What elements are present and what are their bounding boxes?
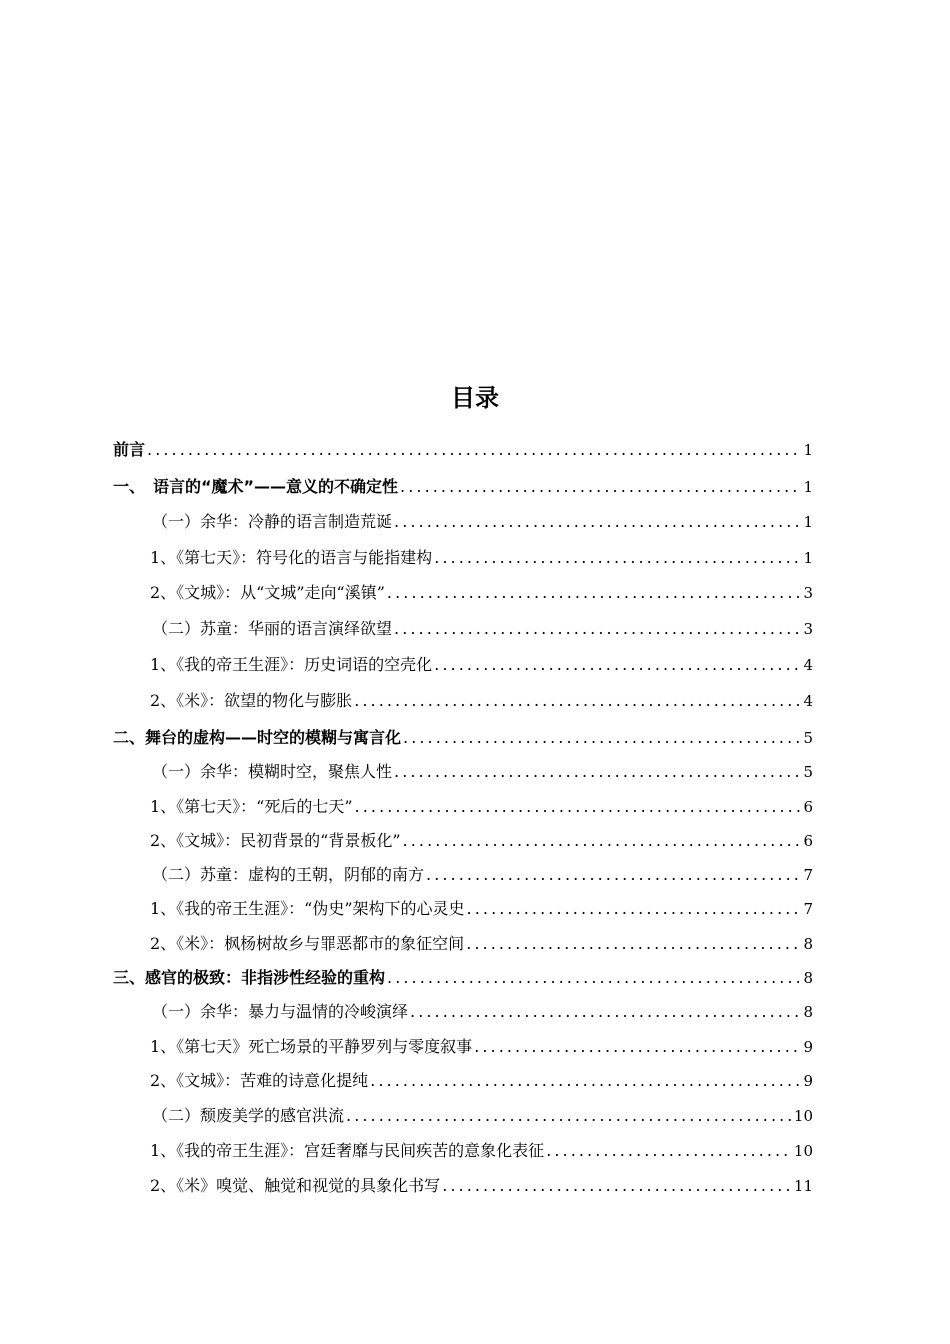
toc-entry-label: 1、《我的帝王生涯》：历史词语的空壳化 <box>150 655 433 674</box>
toc-page-number: 1 <box>803 513 813 531</box>
toc-entry-label: 前言 <box>113 440 146 459</box>
toc-entry-label: 三、感官的极致：非指涉性经验的重构 <box>113 968 386 987</box>
toc-entry[interactable] <box>152 863 813 887</box>
toc-dot-leader <box>466 932 801 956</box>
toc-entry[interactable] <box>150 1035 813 1059</box>
toc-entry[interactable] <box>150 546 813 570</box>
toc-page-number: 9 <box>803 1072 813 1090</box>
toc-dot-leader <box>434 546 801 570</box>
toc-dot-leader <box>403 726 801 750</box>
toc-dot-leader <box>354 689 801 713</box>
toc-entry-label: 2、《文城》：苦难的诗意化提纯 <box>150 1071 369 1090</box>
toc-entry[interactable] <box>152 1000 813 1024</box>
toc-entry[interactable] <box>113 966 813 990</box>
toc-entry[interactable] <box>113 726 813 750</box>
toc-entry-label: 1、《第七天》：符号化的语言与能指建构 <box>150 548 433 567</box>
toc-entry[interactable] <box>150 1069 813 1093</box>
toc-dot-leader <box>442 1174 792 1198</box>
toc-entry-label: 1、《第七天》：“死后的七天” <box>150 797 353 816</box>
toc-entry[interactable] <box>152 760 813 784</box>
toc-entry-label: （一）余华：冷静的语言制造荒诞 <box>152 512 393 531</box>
toc-page-number: 3 <box>803 584 813 602</box>
toc-dot-leader <box>474 1035 801 1059</box>
toc-page-number: 8 <box>803 969 813 987</box>
toc-dot-leader <box>434 653 801 677</box>
toc-page-number: 3 <box>803 620 813 638</box>
toc-dot-leader <box>410 1000 801 1024</box>
toc-dot-leader <box>346 1104 792 1128</box>
toc-page-number: 5 <box>803 763 813 781</box>
toc-entry[interactable] <box>150 653 813 677</box>
toc-dot-leader <box>426 863 801 887</box>
toc-entry-label: （二）苏童：虚构的王朝，阴郁的南方 <box>152 865 425 884</box>
toc-entry[interactable] <box>150 795 813 819</box>
toc-page-number: 5 <box>803 729 813 747</box>
toc-dot-leader <box>147 438 801 462</box>
toc-entry[interactable] <box>150 689 813 713</box>
toc-entry-label: 一、 语言的“魔术”——意义的不确定性 <box>113 477 399 496</box>
toc-entry-label: （一）余华：模糊时空，聚焦人性 <box>152 762 393 781</box>
toc-entry[interactable] <box>150 1139 813 1163</box>
toc-dot-leader <box>394 510 801 534</box>
toc-entry[interactable] <box>113 475 813 499</box>
toc-dot-leader <box>370 1069 801 1093</box>
toc-entry-label: 2、《文城》：从“文城”走向“溪镇” <box>150 583 385 602</box>
toc-entry[interactable] <box>150 932 813 956</box>
toc-page-number: 10 <box>793 1142 813 1160</box>
toc-entry-label: 1、《我的帝王生涯》：“伪史”架构下的心灵史 <box>150 899 465 918</box>
toc-entry-label: 1、《我的帝王生涯》：宫廷奢靡与民间疾苦的意象化表征 <box>150 1141 545 1160</box>
toc-dot-leader <box>394 617 801 641</box>
toc-entry[interactable] <box>152 510 813 534</box>
page-title: 目录 <box>451 384 499 412</box>
toc-entry[interactable] <box>150 897 813 921</box>
toc-page-number: 7 <box>803 900 813 918</box>
toc-entry-label: 1、《第七天》死亡场景的平静罗列与零度叙事 <box>150 1037 473 1056</box>
toc-page-number: 4 <box>803 692 813 710</box>
toc-page-number: 4 <box>803 656 813 674</box>
toc-dot-leader <box>546 1139 792 1163</box>
toc-entry-label: 2、《米》：欲望的物化与膨胀 <box>150 691 353 710</box>
toc-page-number: 1 <box>803 549 813 567</box>
toc-page-number: 1 <box>803 441 813 459</box>
toc-entry[interactable] <box>150 829 813 853</box>
toc-page-number: 7 <box>803 866 813 884</box>
toc-entry[interactable] <box>113 438 813 462</box>
toc-dot-leader <box>355 795 802 819</box>
toc-entry-label: 2、《文城》：民初背景的“背景板化” <box>150 831 401 850</box>
toc-entry[interactable] <box>150 1174 813 1198</box>
toc-dot-leader <box>387 966 801 990</box>
toc-page-number: 6 <box>803 798 813 816</box>
toc-dot-leader <box>394 760 801 784</box>
toc-entry[interactable] <box>150 581 813 605</box>
toc-entry-label: （二）苏童：华丽的语言演绎欲望 <box>152 619 393 638</box>
toc-entry[interactable] <box>152 617 813 641</box>
toc-entry-label: （一）余华：暴力与温情的冷峻演绎 <box>152 1002 409 1021</box>
toc-entry-label: （二）颓废美学的感官洪流 <box>152 1106 345 1125</box>
toc-entry-label: 2、《米》嗅觉、触觉和视觉的具象化书写 <box>150 1176 441 1195</box>
toc-dot-leader <box>467 897 802 921</box>
toc-dot-leader <box>400 475 801 499</box>
toc-dot-leader <box>387 581 802 605</box>
toc-page-number: 8 <box>803 935 813 953</box>
toc-page-number: 10 <box>793 1107 813 1125</box>
toc-page-number: 11 <box>793 1177 813 1195</box>
toc-entry[interactable] <box>152 1104 813 1128</box>
toc-page-number: 1 <box>803 478 813 496</box>
toc-page-number: 9 <box>803 1038 813 1056</box>
toc-page-number: 6 <box>803 832 813 850</box>
toc-entry-label: 二、舞台的虚构——时空的模糊与寓言化 <box>113 728 402 747</box>
toc-page-number: 8 <box>803 1003 813 1021</box>
toc-entry-label: 2、《米》：枫杨树故乡与罪恶都市的象征空间 <box>150 934 465 953</box>
toc-dot-leader <box>403 829 802 853</box>
